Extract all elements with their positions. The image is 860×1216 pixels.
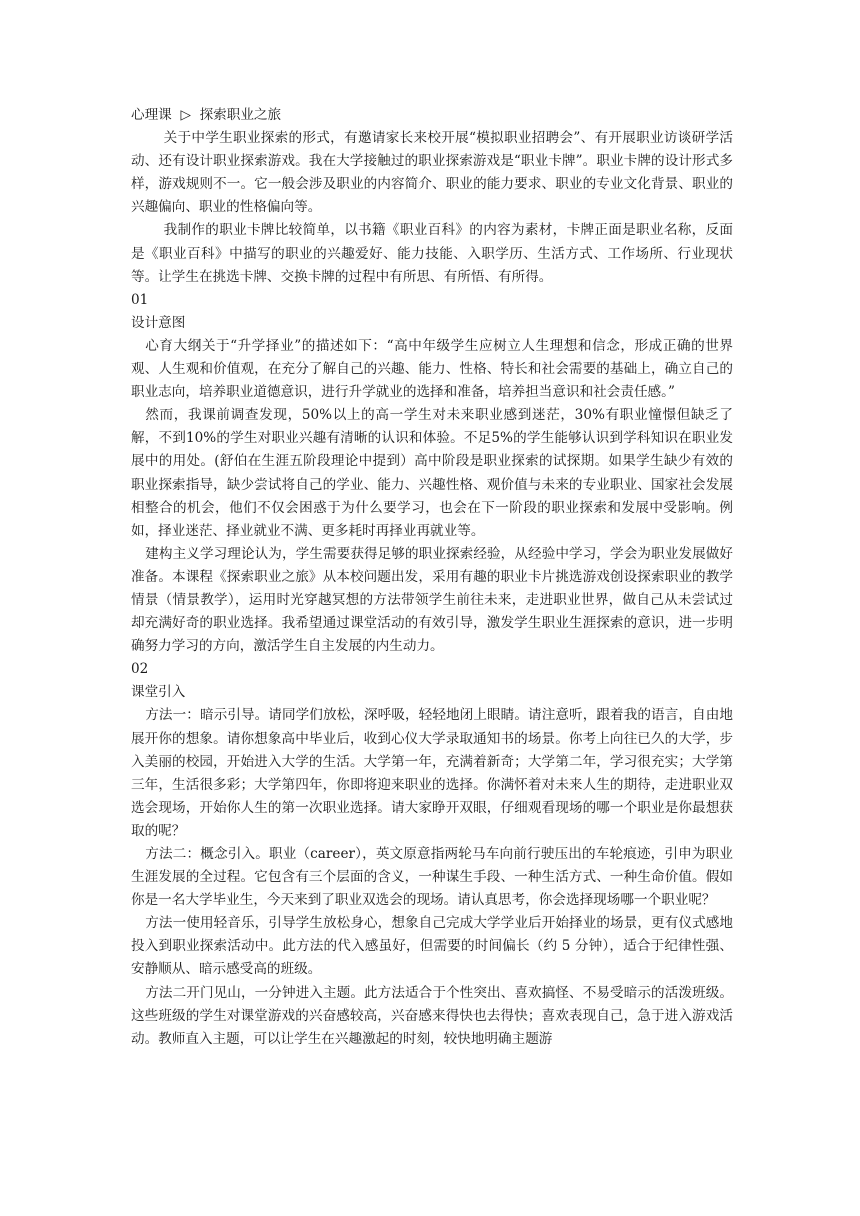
document-page <box>131 104 733 1051</box>
body-paragraph: 方法二：概念引入。职业（career），英文原意指两轮马车向前行驶压出的车轮痕迹，引申为职业生涯发展的全过程。它包含有三个层面的含义，一种谋生手段、一种生活方式、一种生命价值。假如你是一名大学毕业生，今天来到了职业双选会的现场。请认真思考，你会选择现场哪一个职业呢？ <box>131 846 733 909</box>
document-header <box>131 104 733 127</box>
body-paragraph: 建构主义学习理论认为，学生需要获得足够的职业探索经验，从经验中学习，学会为职业发展做好准备。本课程《探索职业之旅》从本校问题出发，采用有趣的职业卡片挑选游戏创设探索职业的教学情景（情景教学），运用时光穿越冥想的方法带领学生前往未来，走进职业世界，做自己从未尝试过却充满好奇的职业选择。我希望通过课堂活动的有效引导，激发学生职业生涯探索的意识，进一步明确努力学习的方向，激活学生自主发展的内生动力。 <box>131 545 733 655</box>
course-label: 心理课 <box>131 107 172 123</box>
body-paragraph: 然而，我课前调查发现，50%以上的高一学生对未来职业感到迷茫，30%有职业憧憬但缺乏了解，不到10%的学生对职业兴趣有清晰的认识和体验。不足5%的学生能够认识到学科知识在职业发展中的用处。(舒伯在生涯五阶段理论中提到）高中阶段是职业探索的试探期。如果学生缺少有效的职业探索指导，缺少尝试将自己的学业、能力、兴趣性格、观价值与未来的专业职业、国家社会发展相整合的机会，他们不仅会困惑于为什么要学习，也会在下一阶段的职业探索和发展中受影响。例如，择业迷茫、择业就业不满、更多耗时再择业再就业等。 <box>131 407 733 539</box>
section-title: 设计意图 <box>131 314 186 331</box>
body-paragraph: 方法一使用轻音乐，引导学生放松身心，想象自己完成大学学业后开始择业的场景，更有仪式感地投入到职业探索活动中。此方法的代入感虽好，但需要的时间偏长（约 5 分钟），适合于纪律性强、安静顺从、暗示感受高的班级。 <box>131 915 733 978</box>
intro-paragraph: 关于中学生职业探索的形式，有邀请家长来校开展“模拟职业招聘会”、有开展职业访谈研学活动、还有设计职业探索游戏。我在大学接触过的职业探索游戏是“职业卡牌”。职业卡牌的设计形式多样，游戏规则不一。它一般会涉及职业的内容简介、职业的能力要求、职业的专业文化背景、职业的兴趣偏向、职业的性格偏向等。 <box>131 130 733 216</box>
body-paragraph: 方法二开门见山，一分钟进入主题。此方法适合于个性突出、喜欢搞怪、不易受暗示的活泼班级。这些班级的学生对课堂游戏的兴奋感较高，兴奋感来得快也去得快；喜欢表现自己，急于进入游戏活动。教师直入主题，可以让学生在兴趣激起的时刻，较快地明确主题游 <box>131 984 733 1047</box>
document-title: 探索职业之旅 <box>199 107 282 123</box>
body-paragraph: 心育大纲关于“升学择业”的描述如下：“高中年级学生应树立人生理想和信念，形成正确的世界观、人生观和价值观，在充分了解自己的兴趣、能力、性格、特长和社会需要的基础上，确立自己的职业志向，培养职业道德意识，进行升学就业的选择和准备，培养担当意识和社会责任感。” <box>131 337 733 401</box>
section-number: 01 <box>131 291 149 308</box>
section-number: 02 <box>131 661 149 678</box>
separator-icon: ▷ <box>180 107 191 123</box>
intro-paragraph: 我制作的职业卡牌比较简单，以书籍《职业百科》的内容为素材，卡牌正面是职业名称，反面是《职业百科》中描写的职业的兴趣爱好、能力技能、入职学历、生活方式、工作场所、行业现状等。让学生在挑选卡牌、交换卡牌的过程中有所思、有所悟、有所得。 <box>131 222 733 285</box>
section-title: 课堂引入 <box>131 684 186 701</box>
body-paragraph: 方法一：暗示引导。请同学们放松，深呼吸，轻轻地闭上眼睛。请注意听，跟着我的语言，自由地展开你的想象。请你想象高中毕业后，收到心仪大学录取通知书的场景。你考上向往已久的大学，步入美丽的校园，开始进入大学的生活。大学第一年，充满着新奇；大学第二年，学习很充实；大学第三年，生活很多彩；大学第四年，你即将迎来职业的选择。你满怀着对未来人生的期待，走进职业双选会现场，开始你人生的第一次职业选择。请大家睁开双眼，仔细观看现场的哪一个职业是你最想获取的呢？ <box>131 707 733 839</box>
